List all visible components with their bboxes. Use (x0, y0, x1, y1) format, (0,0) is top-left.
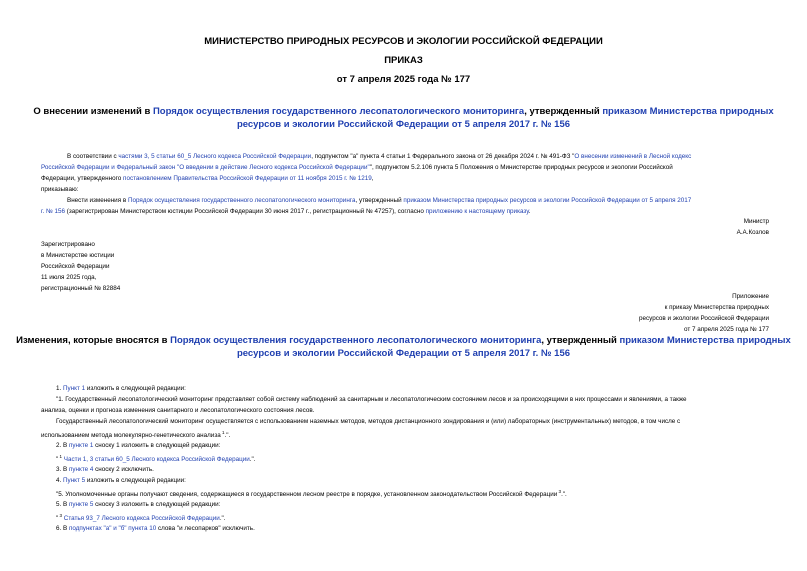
signature-role: Министр (743, 218, 769, 225)
quoted-text: использованием метода молекулярно-генетического анализа $^1$.". (41, 430, 231, 440)
list-item: 6. В подпунктах "а" и "б" пункта 10 слова "и лесопарков" исключить. (56, 525, 255, 532)
forest-code-link[interactable]: частями 3, 5 статьи 60_5 Лесного кодекса Российской Федерации (118, 153, 312, 160)
order-title (0, 105, 807, 131)
government-decree-link[interactable]: постановлением Правительства Российской Федерации от 11 ноября 2015 г. № 1219 (123, 175, 372, 182)
order-word: приказываю: (41, 186, 79, 193)
appendix-meta-line: ресурсов и экологии Российской Федерации (638, 315, 769, 322)
order-156-link[interactable]: приказом Министерства природных ресурсов и экологии Российской Федерации от 5 апреля 2017 (403, 197, 692, 204)
preamble-line: В соответствии с частями 3, 5 статьи 60_5 Лесного кодекса Российской Федерации, подпунктом "а" пункта 4 статьи 1 Федерального закона от 26 декабря 2024 г. № 491-ФЗ "О внесении изменений в Лесной кодекс (67, 153, 692, 160)
ministry-heading: МИНИСТЕРСТВО ПРИРОДНЫХ РЕСУРСОВ И ЭКОЛОГИИ РОССИЙСКОЙ ФЕДЕРАЦИИ (204, 36, 603, 47)
quoted-text: "1. Государственный лесопатологический мониторинг представляет собой систему наблюдений за санитарным и лесопатологическим состоянием лесов и за происходящими в них процессами и явлениями, а также (56, 396, 687, 403)
appendix-title-text: , утвержденный (541, 335, 620, 346)
federal-law-link[interactable]: О внесении изменений в Лесной кодекс (574, 153, 692, 160)
item-link[interactable]: пункте 4 (68, 466, 94, 473)
list-item: 4. Пункт 5 изложить в следующей редакции: (56, 477, 186, 484)
registration-line: 11 июля 2025 года, (41, 274, 97, 281)
quoted-text: Государственный лесопатологический мониторинг осуществляется с использованием наземных методов, методов дистанционного зондирования и (или) лабораторных (инструментальных) методов, в том числе с (56, 418, 681, 425)
quoted-text: анализа, оценки и прогноза изменения санитарного и лесопатологического состояния лесов. (41, 407, 315, 414)
forest-code-link[interactable]: Статья 93_7 Лесного кодекса Российской Федерации (62, 515, 220, 523)
preamble-line: Российской Федерации и Федеральный закон "О введении в действие Лесного кодекса Российской Федерации"", подпунктом 5.2.106 пункта 5 Положения о Министерстве природных ресурсов и экологии Российской (41, 164, 673, 171)
list-item: 2. В пункте 1 сноску 1 изложить в следующей редакции: (56, 442, 221, 449)
title-text: , утвержденный (524, 106, 603, 117)
appendix-title-text: Изменения, которые вносятся в (16, 335, 171, 346)
appendix-title (0, 334, 807, 360)
appendix-meta-line: от 7 апреля 2025 года № 177 (683, 326, 769, 333)
registration-line: в Министерстве юстиции (41, 252, 115, 259)
appendix-meta-line: к приказу Министерства природных (664, 304, 769, 311)
item-link[interactable]: пункте 1 (68, 442, 94, 449)
registration-line: регистрационный № 82884 (41, 285, 121, 292)
doc-date-number: от 7 апреля 2025 года № 177 (336, 74, 471, 85)
appendix-procedure-link[interactable]: Порядок осуществления государственного лесопатологического мониторинга (170, 335, 542, 346)
appendix-meta-line: Приложение (732, 293, 769, 300)
appendix-order-link-cont[interactable]: ресурсов и экологии Российской Федерации от 5 апреля 2017 г. № 156 (236, 348, 571, 359)
quoted-text: " $^1$ Части 1, 3 статьи 60_5 Лесного кодекса Российской Федерации.". (56, 454, 256, 464)
registration-line: Зарегистрировано (41, 241, 95, 248)
list-item: 3. В пункте 4 сноску 2 исключить. (56, 466, 154, 473)
appendix-order-link[interactable]: приказом Министерства природных (619, 335, 791, 346)
preamble-line: г. № 156 (зарегистрирован Министерством юстиции Российской Федерации 30 июня 2017 г., регистрационный № 47257), согласно приложению к настоящему приказу. (41, 208, 531, 215)
doc-type: ПРИКАЗ (384, 55, 423, 66)
registration-line: Российской Федерации (41, 263, 110, 270)
title-procedure-link[interactable]: Порядок осуществления государственного лесопатологического мониторинга (152, 106, 525, 117)
title-text: О внесении изменений в (33, 106, 153, 117)
item-link[interactable]: Пункт 5 (63, 477, 86, 484)
signature-name: А.А.Козлов (736, 229, 769, 236)
list-item: 5. В пункте 5 сноску 3 изложить в следующей редакции: (56, 501, 221, 508)
appendix-link[interactable]: приложению к настоящему приказу (425, 208, 529, 215)
order-156-link-cont[interactable]: г. № 156 (41, 208, 66, 215)
list-item: 1. Пункт 1 изложить в следующей редакции: (56, 385, 186, 392)
preamble-line: Федерации, утвержденного постановлением Правительства Российской Федерации от 11 ноября 2015 г. № 1219, (41, 175, 374, 182)
item-link[interactable]: Пункт 1 (63, 385, 86, 392)
title-order-link-cont[interactable]: ресурсов и экологии Российской Федерации от 5 апреля 2017 г. № 156 (236, 119, 571, 130)
procedure-link[interactable]: Порядок осуществления государственного лесопатологического мониторинга (127, 197, 356, 204)
preamble-line: Внести изменения в Порядок осуществления государственного лесопатологического мониторинга, утвержденный приказом Министерства природных ресурсов и экологии Российской Федерации от 5 апреля 2017 (67, 197, 692, 204)
quoted-text: " $^3$ Статья 93_7 Лесного кодекса Российской Федерации.". (56, 513, 226, 523)
quoted-text: "5. Уполномоченные органы получают сведения, содержащиеся в государственном лесном реестре в порядке, установленном законодательством Российской Федерации $^3$.". (56, 489, 567, 499)
item-link[interactable]: пункте 5 (68, 501, 94, 508)
federal-law-link-cont[interactable]: Российской Федерации и Федеральный закон "О введении в действие Лесного кодекса Российской Федерации" (41, 164, 370, 171)
item-link[interactable]: подпунктах "а" и "б" пункта 10 (68, 525, 157, 532)
title-order-link[interactable]: приказом Министерства природных (602, 106, 774, 117)
forest-code-link[interactable]: Части 1, 3 статьи 60_5 Лесного кодекса Российской Федерации (62, 456, 250, 464)
